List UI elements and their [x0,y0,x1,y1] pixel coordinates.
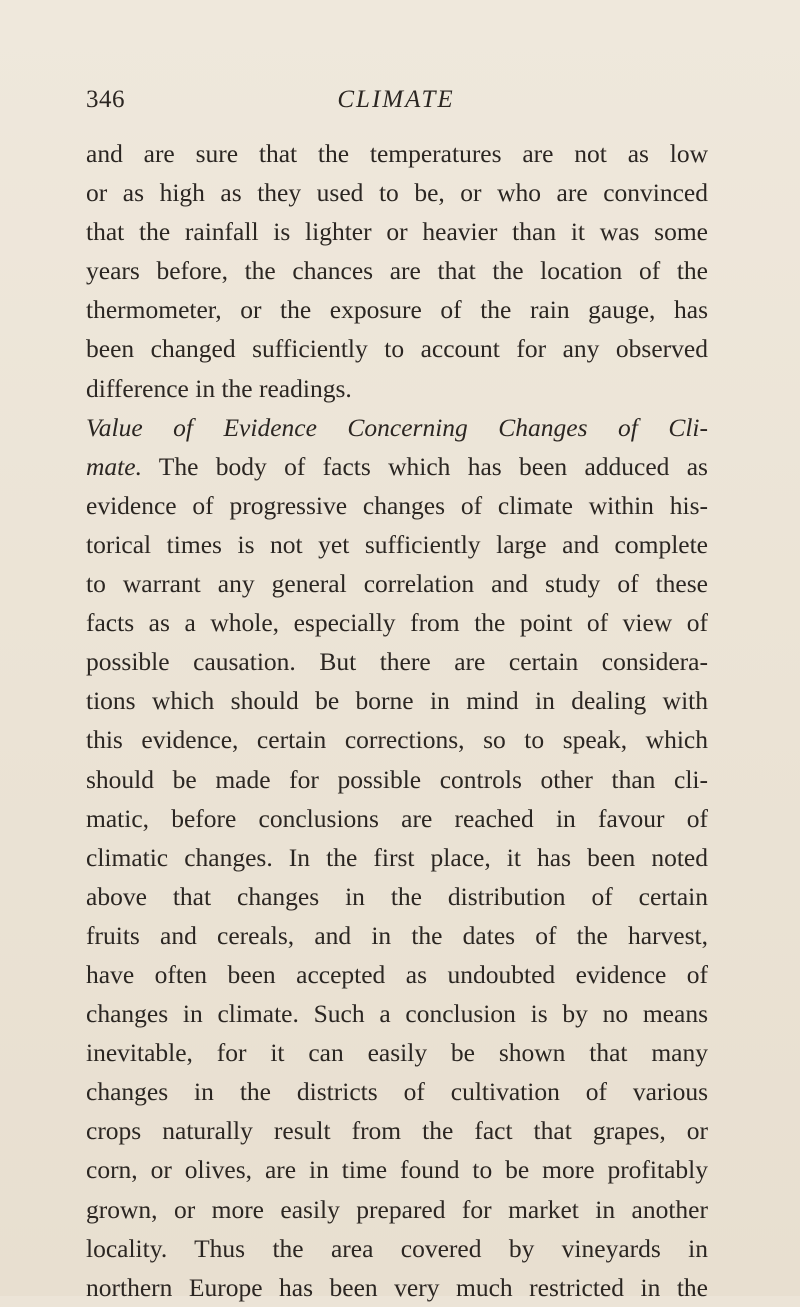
text-line: that the rainfall is lighter or heavier than it was some [86,217,708,247]
page-header [86,86,706,126]
text-line: fruits and cereals, and in the dates of the harvest, [86,920,708,950]
text-line: corn, or olives, are in time found to be more profitably [86,1155,708,1185]
text-line: climatic changes. In the first place, it has been noted [86,842,708,872]
text-line: years before, the chances are that the location of the [86,256,708,286]
text-line: changes in climate. Such a conclusion is by no means [86,999,708,1029]
text-line: evidence of progressive changes of climate within his- [86,490,708,520]
text-line: locality. Thus the area covered by vineyards in [86,1233,708,1263]
text-line: northern Europe has been very much restricted in the [86,1272,708,1302]
text-line: changes in the districts of cultivation of various [86,1077,708,1107]
page-number: 346 [86,86,125,113]
body-text [86,134,708,1307]
text-line: have often been accepted as undoubted evidence of [86,959,708,989]
text-line: tions which should be borne in mind in dealing with [86,686,708,716]
text-line: grown, or more easily prepared for market in another [86,1194,708,1224]
text-line: or as high as they used to be, or who are convinced [86,178,708,208]
text-line: should be made for possible controls other than cli- [86,764,708,794]
section-heading: Value of Evidence Concerning Changes of Cli- [86,412,708,442]
text-line: inevitable, for it can easily be shown that many [86,1038,708,1068]
text-line: thermometer, or the exposure of the rain gauge, has [86,295,708,325]
text-line: facts as a whole, especially from the point of view of [86,608,708,638]
text-line: matic, before conclusions are reached in favour of [86,803,708,833]
text-line: difference in the readings. [86,373,352,403]
text-line: crops naturally result from the fact that grapes, or [86,1116,708,1146]
text-line: torical times is not yet sufficiently large and complete [86,529,708,559]
text-line: above that changes in the distribution of certain [86,881,708,911]
text-line: possible causation. But there are certain considera- [86,647,708,677]
text-line-rest: The body of facts which has been adduced as [141,451,708,481]
running-head: CLIMATE [337,86,455,113]
text-line [86,447,708,486]
text-line: this evidence, certain corrections, so to speak, which [86,725,708,755]
text-line: to warrant any general correlation and study of these [86,569,708,599]
text-line: been changed sufficiently to account for any observed [86,334,708,364]
text-line: and are sure that the temperatures are not as low [86,139,708,168]
section-heading-tail: mate. [86,451,142,481]
